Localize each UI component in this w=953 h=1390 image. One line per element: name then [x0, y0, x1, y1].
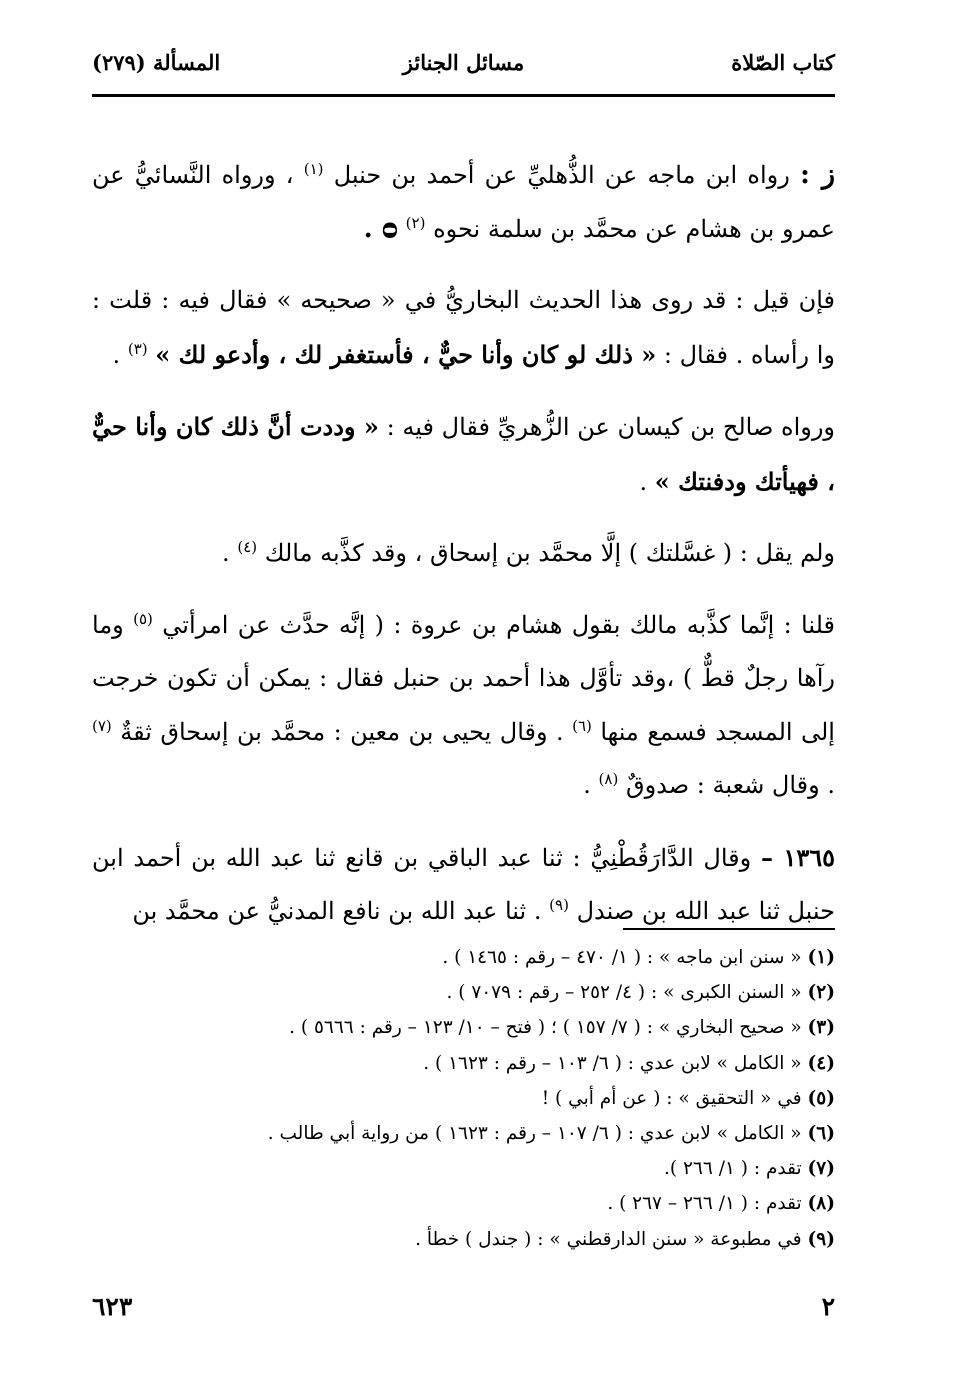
- footnote-4: [92, 1046, 835, 1081]
- paragraph-2: [92, 274, 835, 382]
- paragraph-3-end: .: [639, 467, 648, 496]
- footnote-rule: [623, 928, 835, 930]
- footnote-number: (٩): [807, 1228, 835, 1250]
- issue-number: المسألة (٢٧٩): [92, 50, 221, 75]
- footnote-ref-1: (١): [303, 160, 324, 178]
- footnote-text: تقدم : ( ١/ ٢٦٦ ).: [664, 1158, 802, 1180]
- paragraph-5-text-b: وما رآها رجلٌ قطٌّ ) ،وقد تأوَّل هذا أحمد بن حنبل فقال : يمكن أن تكون خرجت إلى المسجد فسمع منها: [92, 610, 835, 746]
- header-rule: [92, 94, 835, 97]
- footnote-text: في مطبوعة « سنن الدارقطني » : ( جندل ) خطأ .: [415, 1228, 802, 1250]
- footnote-text: تقدم : ( ١/ ٢٦٦ – ٢٦٧ ) .: [607, 1193, 802, 1215]
- end-circle-symbol: ᴑ .: [363, 213, 399, 244]
- paragraph-4-end: .: [222, 539, 230, 567]
- paragraph-3-text-a: ورواه صالح بن كيسان عن الزُّهريِّ فقال فيه :: [386, 413, 836, 441]
- footnote-text: « الكامل » لابن عدي : ( ٦/ ١٠٧ – رقم : ١٦٢٣ ) من رواية أبي طالب .: [267, 1123, 802, 1145]
- footnote-number: (٦): [807, 1123, 835, 1145]
- footnote-text: « صحيح البخاري » : ( ٧/ ١٥٧ ) ؛ ( فتح – ١٠/ ١٢٣ – رقم : ٥٦٦٦ ) .: [289, 1017, 802, 1039]
- paragraph-3: [92, 400, 835, 509]
- paragraph-6-text-a: وقال الدَّارَقُطْنِيُّ : ثنا عبد الباقي بن قانع ثنا عبد الله بن أحمد ابن حنبل ثنا عبد الله بن صندل: [92, 843, 835, 925]
- chapter-title: مسائل الجنائز: [402, 50, 525, 75]
- footnote-number: (٣): [807, 1017, 835, 1039]
- paragraph-6-text-b: . ثنا عبد الله بن نافع المدنيُّ عن محمَّد بن: [132, 897, 542, 925]
- paragraph-4: [92, 527, 835, 581]
- paragraph-5-text-a: قلنا : إنَّما كذَّبه مالك بقول هشام بن عروة : ( إنَّه حدَّث عن امرأتي: [162, 610, 835, 639]
- footnote-text: « الكامل » لابن عدي : ( ٦/ ١٠٣ – رقم : ١٦٢٣ ) .: [423, 1052, 802, 1074]
- footnote-5: [92, 1081, 835, 1116]
- footnote-ref-7: (٧): [92, 716, 112, 735]
- footnote-8: [92, 1186, 835, 1221]
- footnote-number: (٢): [807, 982, 835, 1004]
- running-header: [92, 50, 835, 86]
- paragraph-1-text-b: ، ورواه النَّسائيُّ عن عمرو بن هشام عن محمَّد بن سلمة نحوه: [92, 161, 835, 243]
- volume-number: ٢: [821, 1292, 835, 1321]
- footnote-3: [92, 1010, 835, 1045]
- paragraph-2-text-a: فإن قيل : قد روى هذا الحديث البخاريُّ في « صحيحه » فقال فيه : قلت : وا رأساه . فقال :: [92, 286, 835, 369]
- paragraph-6: [92, 831, 835, 939]
- footnote-number: (٤): [807, 1052, 835, 1074]
- page-number: ٦٢٣: [92, 1292, 133, 1321]
- footnote-text: في « التحقيق » : ( عن أم أبي ) !: [541, 1087, 802, 1109]
- footnote-6: [92, 1116, 835, 1151]
- paragraph-5-end: .: [583, 771, 591, 799]
- footnote-ref-2: (٢): [405, 213, 426, 232]
- paragraph-2-end: .: [112, 340, 121, 369]
- footnote-ref-5: (٥): [133, 609, 153, 628]
- footnote-7: [92, 1151, 835, 1186]
- zay-symbol: ز :: [800, 159, 835, 190]
- footnote-ref-3: (٣): [127, 339, 148, 358]
- paragraph-3-quote: « وددت أنَّ ذلك كان وأنا حيٌّ ، فهيأتك ودفنتك »: [92, 412, 835, 496]
- footnote-text: « السنن الكبرى » : ( ٤/ ٢٥٢ – رقم : ٧٠٧٩ ) .: [446, 982, 802, 1004]
- footnote-ref-8: (٨): [598, 770, 619, 788]
- footnote-1: [92, 940, 835, 975]
- footnote-2: [92, 975, 835, 1010]
- footnotes: [92, 940, 835, 1257]
- footnote-text: « سنن ابن ماجه » : ( ١/ ٤٧٠ – رقم : ١٤٦٥ ) .: [442, 947, 802, 968]
- paragraph-5-text-d: . وقال شعبة : صدوقٌ: [625, 771, 835, 799]
- paragraph-5-text-c: . وقال يحيى بن معين : محمَّد بن إسحاق ثقةٌ: [120, 717, 564, 746]
- footnote-ref-4: (٤): [237, 538, 258, 556]
- book-title: كتاب الصّلاة: [731, 50, 835, 75]
- hadith-number: ١٣٦٥ –: [760, 842, 835, 872]
- paragraph-5: [92, 599, 835, 813]
- footnote-ref-9: (٩): [549, 896, 569, 914]
- paragraph-4-text: ولم يقل : ( غسَّلتك ) إلَّا محمَّد بن إسحاق ، وقد كذَّبه مالك: [264, 539, 835, 567]
- footnote-number: (٨): [807, 1193, 835, 1215]
- footnote-number: (٧): [807, 1158, 835, 1180]
- paragraph-1: [92, 148, 835, 256]
- footnote-9: [92, 1222, 835, 1257]
- footnote-number: (١): [807, 947, 835, 968]
- footnote-ref-6: (٦): [572, 716, 592, 735]
- main-text: [92, 148, 835, 957]
- paragraph-1-text-a: رواه ابن ماجه عن الذُّهليِّ عن أحمد بن حنبل: [333, 161, 790, 189]
- paragraph-2-quote: « ذلك لو كان وأنا حيٌّ ، فأستغفر لك ، وأدعو لك »: [155, 339, 657, 369]
- footnote-number: (٥): [807, 1087, 835, 1109]
